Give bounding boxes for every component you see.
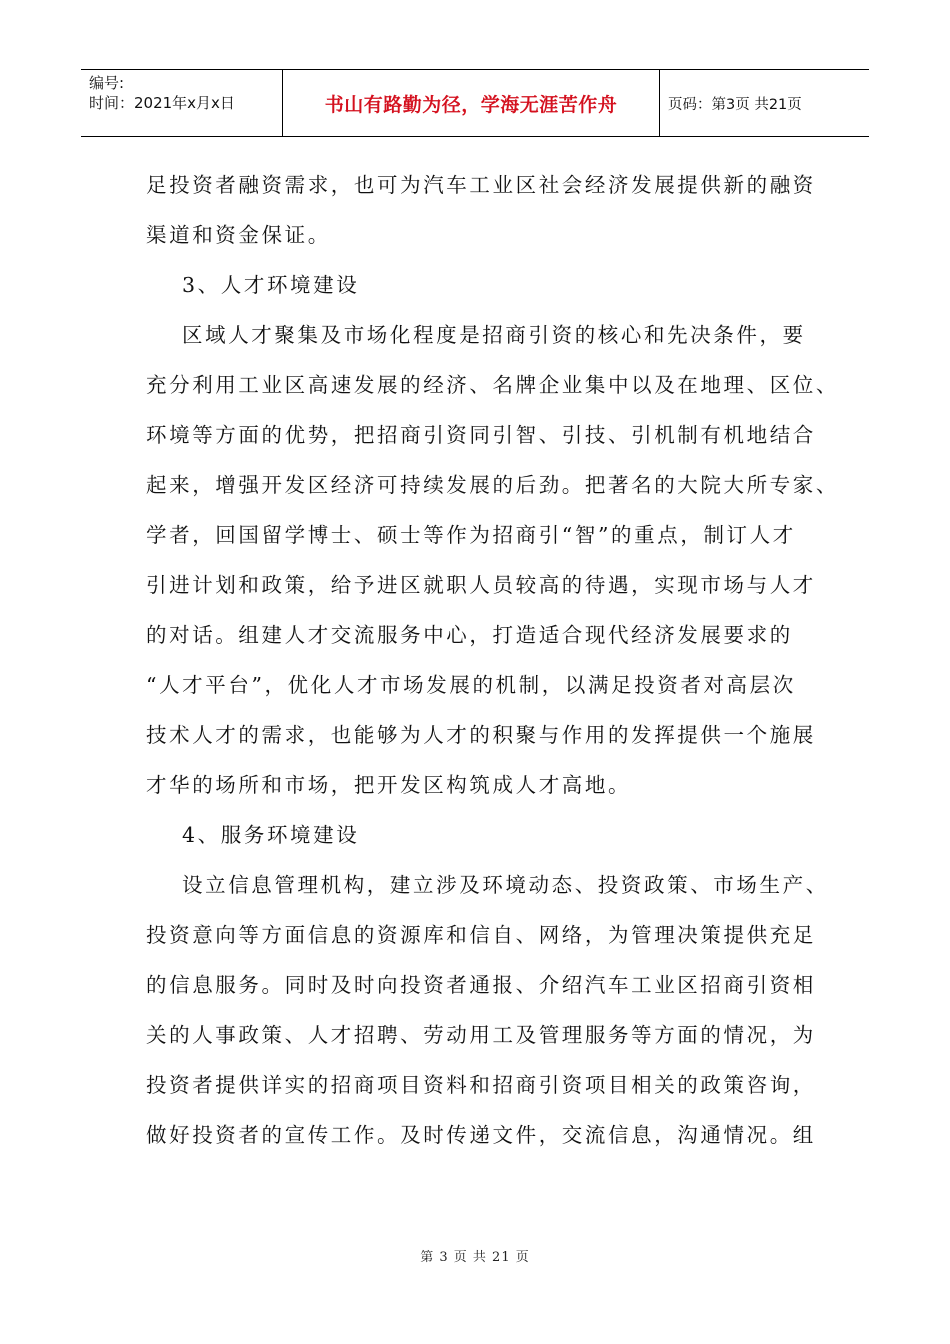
- header-motto-cell: [283, 70, 660, 136]
- body-line: 做好投资者的宣传工作。及时传递文件，交流信息，沟通情况。组: [146, 1123, 816, 1147]
- body-line: 技术人才的需求，也能够为人才的积聚与作用的发挥提供一个施展: [146, 723, 816, 747]
- header-motto: 书山有路勤为径，学海无涯苦作舟: [324, 93, 618, 116]
- page-header: [81, 69, 869, 137]
- body-line: 渠道和资金保证。: [146, 223, 331, 247]
- body-line: 学者，回国留学博士、硕士等作为招商引“智”的重点，制订人才: [146, 523, 796, 547]
- body-line: 投资意向等方面信息的资源库和信自、网络，为管理决策提供充足: [146, 923, 816, 947]
- body-line: 关的人事政策、人才招聘、劳动用工及管理服务等方面的情况，为: [146, 1023, 816, 1047]
- body-line: 环境等方面的优势，把招商引资同引智、引技、引机制有机地结合: [146, 423, 816, 447]
- document-number-label: 编号:: [89, 74, 125, 92]
- body-line: 的信息服务。同时及时向投资者通报、介绍汽车工业区招商引资相: [146, 973, 816, 997]
- body-line: 区域人才聚集及市场化程度是招商引资的核心和先决条件，要: [182, 323, 806, 347]
- body-line: 的对话。组建人才交流服务中心，打造适合现代经济发展要求的: [146, 623, 793, 647]
- body-line: 足投资者融资需求，也可为汽车工业区社会经济发展提供新的融资: [146, 173, 816, 197]
- section-heading: 3、人才环境建设: [182, 273, 360, 297]
- header-meta: [81, 70, 283, 136]
- body-line: “人才平台”，优化人才市场发展的机制，以满足投资者对高层次: [146, 673, 796, 697]
- section-heading: 4、服务环境建设: [182, 823, 360, 847]
- body-line: 引进计划和政策，给予进区就职人员较高的待遇，实现市场与人才: [146, 573, 816, 597]
- body-line: 设立信息管理机构，建立涉及环境动态、投资政策、市场生产、: [182, 873, 829, 897]
- page-footer: 第 3 页 共 21 页: [420, 1250, 530, 1265]
- body-line: 充分利用工业区高速发展的经济、名牌企业集中以及在地理、区位、: [146, 373, 839, 397]
- document-time-label: 时间：2021年x月x日: [89, 94, 235, 112]
- body-line: 投资者提供详实的招商项目资料和招商引资项目相关的政策咨询，: [146, 1073, 816, 1097]
- body-line: 起来，增强开发区经济可持续发展的后劲。把著名的大院大所专家、: [146, 473, 839, 497]
- header-page-info: 页码：第3页 共21页: [668, 96, 802, 113]
- body-line: 才华的场所和市场，把开发区构筑成人才高地。: [146, 773, 632, 797]
